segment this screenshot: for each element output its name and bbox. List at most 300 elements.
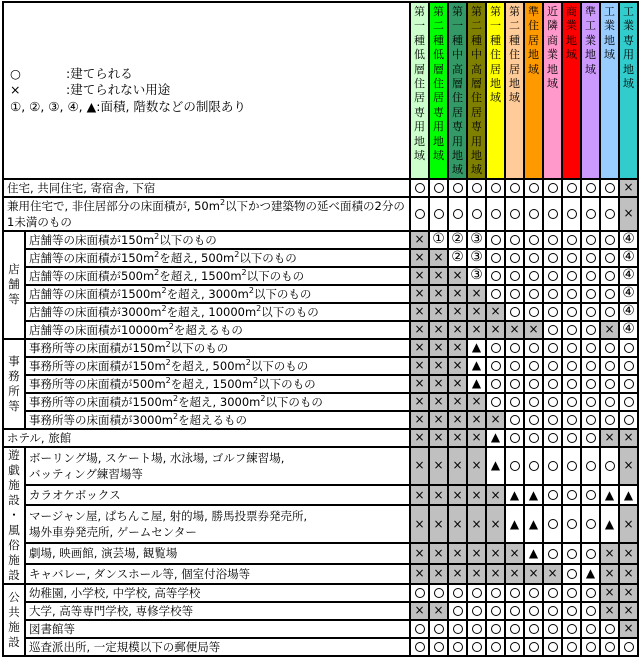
circle-allowed-icon xyxy=(510,289,520,299)
permission-cell xyxy=(448,564,467,584)
permission-cell xyxy=(467,375,486,393)
permission-cell xyxy=(486,411,505,429)
circle-allowed-icon xyxy=(529,253,539,263)
zone-label: 第 二 種 住 居 地 域 xyxy=(509,5,520,105)
cross-prohibited-icon: × xyxy=(433,566,444,581)
circle-allowed-icon xyxy=(415,624,425,634)
circle-allowed-icon xyxy=(510,461,520,471)
zoning-use-table xyxy=(2,1,639,657)
permission-cell xyxy=(486,249,505,267)
cross-prohibited-icon: × xyxy=(452,340,463,355)
circle-allowed-icon xyxy=(510,415,520,425)
permission-cell xyxy=(619,638,638,656)
circle-allowed-icon xyxy=(586,549,596,559)
permission-cell xyxy=(486,285,505,303)
circle-allowed-icon xyxy=(548,490,558,500)
permission-cell xyxy=(448,321,467,339)
permission-cell xyxy=(505,447,524,485)
circle-allowed-icon xyxy=(567,433,577,443)
permission-cell xyxy=(600,231,619,249)
circle-allowed-icon xyxy=(567,461,577,471)
cross-prohibited-icon: × xyxy=(452,516,463,531)
permission-cell xyxy=(448,197,467,231)
permission-cell xyxy=(600,321,619,339)
permission-cell xyxy=(543,584,562,602)
circle-allowed-icon xyxy=(491,606,501,616)
cross-prohibited-icon: × xyxy=(414,603,425,618)
permission-cell xyxy=(505,485,524,505)
cross-prohibited-icon: × xyxy=(414,358,425,373)
zone-header-2 xyxy=(429,2,448,179)
triangle-restricted-icon: ▲ xyxy=(528,516,539,531)
circle-allowed-icon xyxy=(472,642,482,652)
permission-cell xyxy=(448,602,467,620)
cross-prohibited-icon: × xyxy=(433,487,444,502)
permission-cell xyxy=(467,197,486,231)
permission-cell xyxy=(524,543,543,563)
cross-prohibited-icon: × xyxy=(452,304,463,319)
circle-allowed-icon xyxy=(548,519,558,529)
permission-cell xyxy=(410,543,429,563)
permission-cell xyxy=(505,393,524,411)
cross-prohibited-icon: × xyxy=(414,487,425,502)
cross-prohibited-icon: × xyxy=(623,585,634,600)
cross-prohibited-icon: × xyxy=(452,546,463,561)
circle-allowed-icon xyxy=(605,624,615,634)
circle-allowed-icon xyxy=(605,235,615,245)
permission-cell xyxy=(581,505,600,543)
cross-prohibited-icon: × xyxy=(490,304,501,319)
cross-prohibited-icon: × xyxy=(433,304,444,319)
zone-header-11 xyxy=(600,2,619,179)
permission-cell xyxy=(581,267,600,285)
zone-header-8 xyxy=(543,2,562,179)
numbered-restriction-2-icon: ② xyxy=(451,231,464,248)
circle-allowed-icon xyxy=(491,361,501,371)
circle-allowed-icon xyxy=(529,361,539,371)
permission-cell xyxy=(543,393,562,411)
permission-cell xyxy=(543,231,562,249)
permission-cell xyxy=(543,357,562,375)
legend-symbol: ○ xyxy=(10,66,21,82)
permission-cell xyxy=(448,543,467,563)
permission-cell xyxy=(524,505,543,543)
permission-cell xyxy=(524,357,543,375)
circle-allowed-icon xyxy=(567,235,577,245)
permission-cell xyxy=(486,267,505,285)
circle-allowed-icon xyxy=(605,361,615,371)
permission-cell xyxy=(448,339,467,357)
cross-prohibited-icon: × xyxy=(471,516,482,531)
cross-prohibited-icon: × xyxy=(528,566,539,581)
zone-label: 近 隣 商 業 地 域 xyxy=(547,5,558,91)
circle-allowed-icon xyxy=(567,343,577,353)
permission-cell xyxy=(410,485,429,505)
circle-allowed-icon xyxy=(548,325,558,335)
permission-cell xyxy=(619,602,638,620)
circle-allowed-icon xyxy=(548,289,558,299)
permission-cell xyxy=(543,267,562,285)
permission-cell xyxy=(448,357,467,375)
use-label: マージャン屋, ぱちんこ屋, 射的場, 勝馬投票券発売所, 場外車券発売所, ゲームセンター xyxy=(25,505,410,543)
circle-allowed-icon xyxy=(453,209,463,219)
permission-cell xyxy=(486,638,505,656)
permission-cell xyxy=(486,197,505,231)
cross-prohibited-icon: × xyxy=(623,603,634,618)
circle-allowed-icon xyxy=(510,307,520,317)
table-row xyxy=(3,429,638,447)
circle-allowed-icon xyxy=(586,490,596,500)
permission-cell xyxy=(581,602,600,620)
circle-allowed-icon xyxy=(548,461,558,471)
circle-allowed-icon xyxy=(491,253,501,263)
circle-allowed-icon xyxy=(510,642,520,652)
circle-allowed-icon xyxy=(529,289,539,299)
cross-prohibited-icon: × xyxy=(414,458,425,473)
use-label: 劇場, 映画館, 演芸場, 観覧場 xyxy=(25,543,410,563)
circle-allowed-icon xyxy=(529,209,539,219)
circle-allowed-icon xyxy=(586,289,596,299)
permission-cell xyxy=(600,393,619,411)
permission-cell xyxy=(581,375,600,393)
circle-allowed-icon xyxy=(510,433,520,443)
permission-cell xyxy=(448,303,467,321)
use-label: カラオケボックス xyxy=(25,485,410,505)
permission-cell xyxy=(581,393,600,411)
circle-allowed-icon xyxy=(472,588,482,598)
permission-cell xyxy=(600,564,619,584)
permission-cell xyxy=(562,505,581,543)
cross-prohibited-icon: × xyxy=(509,566,520,581)
permission-cell xyxy=(524,339,543,357)
circle-allowed-icon xyxy=(434,183,444,193)
permission-cell xyxy=(600,197,619,231)
permission-cell xyxy=(505,543,524,563)
permission-cell xyxy=(410,505,429,543)
table-row xyxy=(3,197,638,231)
circle-allowed-icon xyxy=(453,606,463,616)
permission-cell xyxy=(486,303,505,321)
permission-cell xyxy=(486,393,505,411)
cross-prohibited-icon: × xyxy=(452,268,463,283)
circle-allowed-icon xyxy=(624,361,634,371)
permission-cell xyxy=(562,584,581,602)
circle-allowed-icon xyxy=(586,415,596,425)
table-row xyxy=(3,638,638,656)
cross-prohibited-icon: × xyxy=(414,430,425,445)
zone-header-1 xyxy=(410,2,429,179)
circle-allowed-icon xyxy=(548,433,558,443)
zone-header-10 xyxy=(581,2,600,179)
permission-cell xyxy=(543,485,562,505)
circle-allowed-icon xyxy=(510,606,520,616)
circle-allowed-icon xyxy=(567,490,577,500)
triangle-restricted-icon: ▲ xyxy=(509,516,520,531)
permission-cell xyxy=(410,197,429,231)
permission-cell xyxy=(543,303,562,321)
permission-cell xyxy=(524,231,543,249)
zone-label: 準 工 業 地 域 xyxy=(585,5,596,76)
cross-prohibited-icon: × xyxy=(490,487,501,502)
triangle-restricted-icon: ▲ xyxy=(471,376,482,391)
permission-cell xyxy=(581,447,600,485)
cross-prohibited-icon: × xyxy=(433,603,444,618)
permission-cell xyxy=(562,602,581,620)
zone-label: 工 業 地 域 xyxy=(604,5,615,62)
permission-cell xyxy=(524,429,543,447)
circle-allowed-icon xyxy=(510,624,520,634)
table-row xyxy=(3,411,638,429)
permission-cell xyxy=(524,638,543,656)
circle-allowed-icon xyxy=(548,588,558,598)
circle-allowed-icon xyxy=(586,183,596,193)
permission-cell xyxy=(505,197,524,231)
zone-label: 工 業 専 用 地 域 xyxy=(623,5,634,91)
permission-cell xyxy=(429,179,448,197)
permission-cell xyxy=(448,584,467,602)
permission-cell xyxy=(619,285,638,303)
permission-cell xyxy=(524,249,543,267)
table-row xyxy=(3,231,638,249)
permission-cell xyxy=(619,179,638,197)
permission-cell xyxy=(562,393,581,411)
cross-prohibited-icon: × xyxy=(433,250,444,265)
circle-allowed-icon xyxy=(510,253,520,263)
permission-cell xyxy=(429,339,448,357)
permission-cell xyxy=(467,231,486,249)
circle-allowed-icon xyxy=(586,325,596,335)
use-label: キャバレー, ダンスホール等, 個室付浴場等 xyxy=(25,564,410,584)
permission-cell xyxy=(448,393,467,411)
circle-allowed-icon xyxy=(434,588,444,598)
legend-item-allowed xyxy=(10,66,409,82)
permission-cell xyxy=(543,638,562,656)
cross-prohibited-icon: × xyxy=(509,546,520,561)
numbered-restriction-3-icon: ③ xyxy=(470,267,483,284)
permission-cell xyxy=(410,249,429,267)
cross-prohibited-icon: × xyxy=(414,516,425,531)
circle-allowed-icon xyxy=(548,379,558,389)
cross-prohibited-icon: × xyxy=(433,268,444,283)
legend-symbol: ①, ②, ③, ④, ▲ xyxy=(10,98,97,114)
permission-cell xyxy=(448,267,467,285)
cross-prohibited-icon: × xyxy=(452,430,463,445)
permission-cell xyxy=(448,429,467,447)
cross-prohibited-icon: × xyxy=(623,206,634,221)
permission-cell xyxy=(505,249,524,267)
permission-cell xyxy=(581,411,600,429)
permission-cell xyxy=(562,197,581,231)
circle-allowed-icon xyxy=(491,397,501,407)
circle-allowed-icon xyxy=(624,642,634,652)
permission-cell xyxy=(581,638,600,656)
cross-prohibited-icon: × xyxy=(604,546,615,561)
circle-allowed-icon xyxy=(605,642,615,652)
permission-cell xyxy=(600,429,619,447)
table-row xyxy=(3,393,638,411)
use-label: 店舗等の床面積が$10000m^2$を超えるもの xyxy=(25,321,410,339)
table-row xyxy=(3,602,638,620)
header-row xyxy=(3,2,638,179)
permission-cell xyxy=(543,564,562,584)
permission-cell xyxy=(524,447,543,485)
permission-cell xyxy=(524,620,543,638)
permission-cell xyxy=(524,485,543,505)
permission-cell xyxy=(543,179,562,197)
circle-allowed-icon xyxy=(605,183,615,193)
permission-cell xyxy=(410,267,429,285)
use-label: ホテル, 旅館 xyxy=(3,429,410,447)
permission-cell xyxy=(467,543,486,563)
cross-prohibited-icon: × xyxy=(471,458,482,473)
circle-allowed-icon xyxy=(567,379,577,389)
permission-cell xyxy=(429,321,448,339)
permission-cell xyxy=(448,447,467,485)
use-label: 事務所等の床面積が$1500m^2$を超え, $3000m^2$以下のもの xyxy=(25,393,410,411)
circle-allowed-icon xyxy=(586,606,596,616)
zone-label: 第 一 種 中 高 層 住 居 専 用 地 域 xyxy=(452,5,463,177)
permission-cell xyxy=(467,303,486,321)
permission-cell xyxy=(410,339,429,357)
permission-cell xyxy=(600,638,619,656)
permission-cell xyxy=(410,231,429,249)
permission-cell xyxy=(562,485,581,505)
circle-allowed-icon xyxy=(605,397,615,407)
permission-cell xyxy=(543,429,562,447)
cross-prohibited-icon: × xyxy=(452,412,463,427)
cross-prohibited-icon: × xyxy=(433,358,444,373)
category-group-label: 店 舗 等 xyxy=(3,231,25,339)
permission-cell xyxy=(467,285,486,303)
numbered-restriction-4-icon: ④ xyxy=(622,267,635,284)
cross-prohibited-icon: × xyxy=(623,430,634,445)
permission-cell xyxy=(619,393,638,411)
permission-cell xyxy=(505,285,524,303)
triangle-restricted-icon: ▲ xyxy=(604,487,615,502)
permission-cell xyxy=(448,485,467,505)
numbered-restriction-4-icon: ④ xyxy=(622,303,635,320)
permission-cell xyxy=(505,638,524,656)
circle-allowed-icon xyxy=(491,343,501,353)
permission-cell xyxy=(448,375,467,393)
permission-cell xyxy=(619,564,638,584)
permission-cell xyxy=(486,231,505,249)
permission-cell xyxy=(619,339,638,357)
circle-allowed-icon xyxy=(548,183,558,193)
permission-cell xyxy=(410,447,429,485)
permission-cell xyxy=(486,447,505,485)
permission-cell xyxy=(600,249,619,267)
circle-allowed-icon xyxy=(491,379,501,389)
circle-allowed-icon xyxy=(567,209,577,219)
cross-prohibited-icon: × xyxy=(414,250,425,265)
numbered-restriction-4-icon: ④ xyxy=(622,285,635,302)
use-label: 巡査派出所, 一定規模以下の郵便局等 xyxy=(25,638,410,656)
zone-header-9 xyxy=(562,2,581,179)
permission-cell xyxy=(505,231,524,249)
circle-allowed-icon xyxy=(605,253,615,263)
permission-cell xyxy=(429,249,448,267)
triangle-restricted-icon: ▲ xyxy=(490,458,501,473)
cross-prohibited-icon: × xyxy=(471,430,482,445)
circle-allowed-icon xyxy=(472,624,482,634)
permission-cell xyxy=(600,375,619,393)
circle-allowed-icon xyxy=(510,235,520,245)
permission-cell xyxy=(543,543,562,563)
permission-cell xyxy=(448,620,467,638)
permission-cell xyxy=(448,638,467,656)
circle-allowed-icon xyxy=(529,343,539,353)
permission-cell xyxy=(505,339,524,357)
circle-allowed-icon xyxy=(491,289,501,299)
use-label: ボーリング場, スケート場, 水泳場, ゴルフ練習場, バッティング練習場等 xyxy=(25,447,410,485)
triangle-restricted-icon: ▲ xyxy=(471,358,482,373)
permission-cell xyxy=(581,303,600,321)
circle-allowed-icon xyxy=(567,569,577,579)
cross-prohibited-icon: × xyxy=(490,322,501,337)
permission-cell xyxy=(562,267,581,285)
circle-allowed-icon xyxy=(624,397,634,407)
permission-cell xyxy=(600,411,619,429)
use-label: 店舗等の床面積が$500m^2$を超え, $1500m^2$以下のもの xyxy=(25,267,410,285)
permission-cell xyxy=(467,429,486,447)
cross-prohibited-icon: × xyxy=(604,430,615,445)
circle-allowed-icon xyxy=(567,361,577,371)
permission-cell xyxy=(600,447,619,485)
circle-allowed-icon xyxy=(491,271,501,281)
permission-cell xyxy=(505,303,524,321)
cross-prohibited-icon: × xyxy=(433,516,444,531)
circle-allowed-icon xyxy=(567,307,577,317)
permission-cell xyxy=(543,411,562,429)
permission-cell xyxy=(581,285,600,303)
cross-prohibited-icon: × xyxy=(452,286,463,301)
use-label: 事務所等の床面積が$500m^2$を超え, $1500m^2$以下のもの xyxy=(25,375,410,393)
permission-cell xyxy=(600,267,619,285)
permission-cell xyxy=(505,411,524,429)
use-label: 大学, 高等専門学校, 専修学校等 xyxy=(25,602,410,620)
circle-allowed-icon xyxy=(510,397,520,407)
permission-cell xyxy=(524,285,543,303)
permission-cell xyxy=(429,393,448,411)
circle-allowed-icon xyxy=(567,325,577,335)
cross-prohibited-icon: × xyxy=(471,546,482,561)
legend-item-prohibited xyxy=(10,82,409,98)
table-row xyxy=(3,179,638,197)
cross-prohibited-icon: × xyxy=(471,566,482,581)
circle-allowed-icon xyxy=(548,415,558,425)
permission-cell xyxy=(467,339,486,357)
permission-cell xyxy=(619,584,638,602)
circle-allowed-icon xyxy=(434,209,444,219)
cross-prohibited-icon: × xyxy=(623,180,634,195)
permission-cell xyxy=(410,564,429,584)
circle-allowed-icon xyxy=(586,588,596,598)
permission-cell xyxy=(543,339,562,357)
circle-allowed-icon xyxy=(548,606,558,616)
permission-cell xyxy=(486,620,505,638)
triangle-restricted-icon: ▲ xyxy=(585,566,596,581)
numbered-restriction-3-icon: ③ xyxy=(470,249,483,266)
permission-cell xyxy=(600,602,619,620)
permission-cell xyxy=(562,179,581,197)
permission-cell xyxy=(429,411,448,429)
circle-allowed-icon xyxy=(472,209,482,219)
permission-cell xyxy=(467,602,486,620)
permission-cell xyxy=(410,411,429,429)
permission-cell xyxy=(562,249,581,267)
permission-cell xyxy=(429,564,448,584)
